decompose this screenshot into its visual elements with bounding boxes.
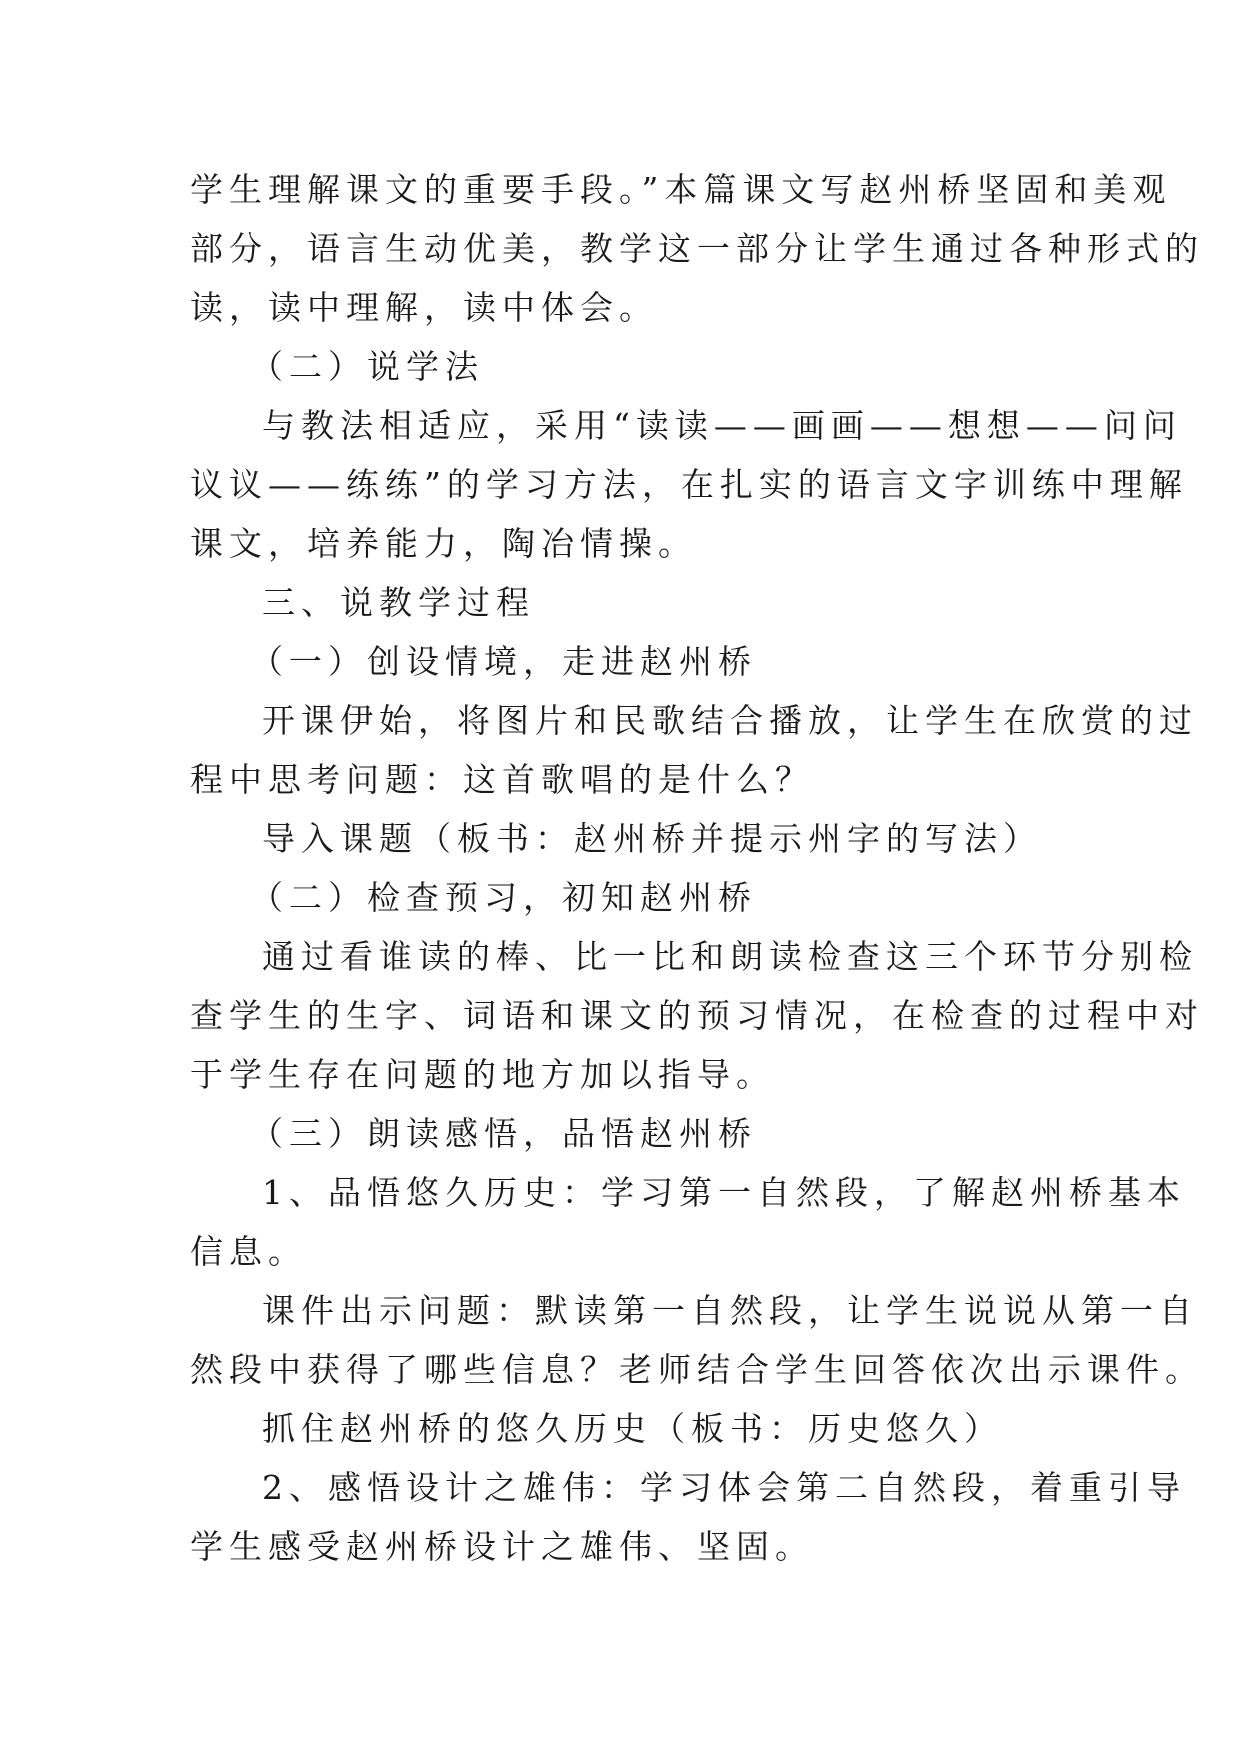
text-line: 课文，培养能力，陶冶情操。 <box>190 524 697 563</box>
section-heading: （二）检查预习，初知赵州桥 <box>250 878 757 917</box>
text-line: 学生感受赵州桥设计之雄伟、坚固。 <box>190 1527 814 1566</box>
paragraph-start: 导入课题（板书：赵州桥并提示州字的写法） <box>262 819 1042 858</box>
section-heading: 三、说教学过程 <box>262 583 535 622</box>
body-text <box>190 160 1204 1576</box>
section-heading: （一）创设情境，走进赵州桥 <box>250 642 757 681</box>
paragraph-start: 2、感悟设计之雄伟：学习体会第二自然段，着重引导 <box>262 1468 1186 1507</box>
paragraph-start: 开课伊始，将图片和民歌结合播放，让学生在欣赏的过 <box>262 701 1198 740</box>
text-line: 于学生存在问题的地方加以指导。 <box>190 1055 775 1094</box>
paragraph-start: 课件出示问题：默读第一自然段，让学生说说从第一自 <box>262 1291 1198 1330</box>
text-line: 部分，语言生动优美，教学这一部分让学生通过各种形式的 <box>190 229 1204 268</box>
paragraph-start: 抓住赵州桥的悠久历史（板书：历史悠久） <box>262 1409 1003 1448</box>
text-line: 读，读中理解，读中体会。 <box>190 288 658 327</box>
text-line: 查学生的生字、词语和课文的预习情况，在检查的过程中对 <box>190 996 1204 1035</box>
text-line: 信息。 <box>190 1232 307 1271</box>
text-line: 然段中获得了哪些信息？老师结合学生回答依次出示课件。 <box>190 1350 1204 1389</box>
text-line: 程中思考问题：这首歌唱的是什么？ <box>190 760 814 799</box>
section-heading: （二）说学法 <box>250 347 484 386</box>
section-heading: （三）朗读感悟，品悟赵州桥 <box>250 1114 757 1153</box>
paragraph-start: 1、品悟悠久历史：学习第一自然段，了解赵州桥基本 <box>262 1173 1186 1212</box>
text-line: 议议——练练”的学习方法，在扎实的语言文字训练中理解 <box>190 465 1188 504</box>
text-line: 学生理解课文的重要手段。”本篇课文写赵州桥坚固和美观 <box>190 170 1172 209</box>
paragraph-start: 与教法相适应，采用“读读——画画——想想——问问 <box>262 406 1182 445</box>
paragraph-start: 通过看谁读的棒、比一比和朗读检查这三个环节分别检 <box>262 937 1198 976</box>
